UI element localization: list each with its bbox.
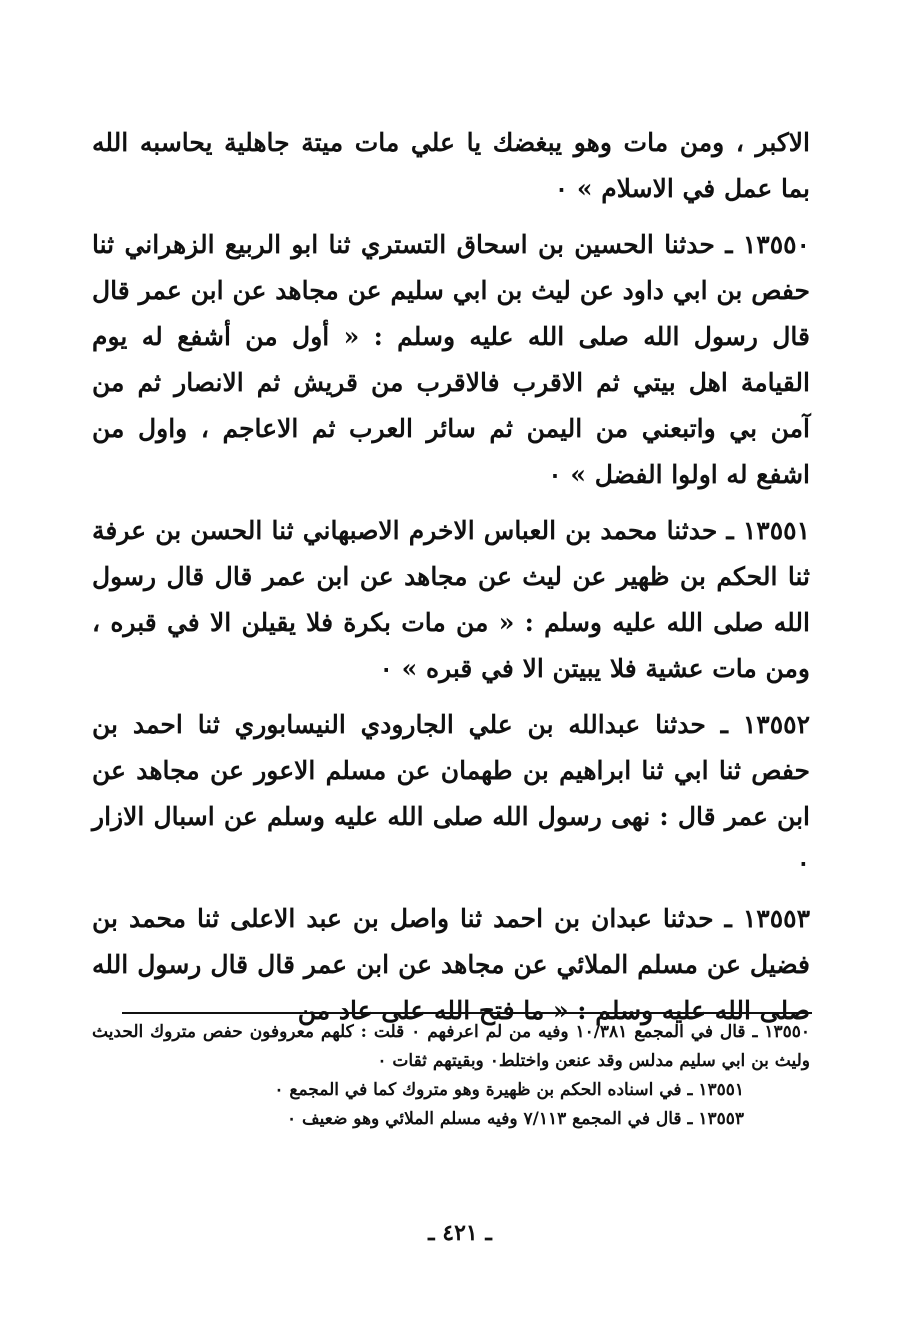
hadith-text: ـ حدثنا الحسين بن اسحاق التستري ثنا ابو الربيع الزهراني ثنا حفص بن ابي داود عن ليث بن ابي سليم عن مجاهد عن ابن عمر قال قال رسول الله صلى الله عليه وسلم : « أول من أشفع له يوم القيامة اهل بيتي ثم الاقرب فالاقرب من قريش ثم الانصار ثم من آمن بي واتبعني من اليمن ثم سائر العرب ثم الاعاجم ، واول من اشفع له اولوا الفضل » ٠	[92, 230, 810, 489]
hadith-number: ١٣٥٥٠	[742, 230, 810, 259]
hadith-number: ١٣٥٥٢	[742, 710, 810, 739]
hadith-13551	[92, 508, 810, 692]
footnote-13553: ١٣٥٥٣ ـ قال في المجمع ٧/١١٣ وفيه مسلم الملائي وهو ضعيف ٠	[286, 1109, 744, 1129]
hadith-text: ـ حدثنا محمد بن العباس الاخرم الاصبهاني ثنا الحسن بن عرفة ثنا الحكم بن ظهير عن ليث عن مجاهد عن ابن عمر قال قال رسول الله صلى الله عليه وسلم : « من مات بكرة فلا يقيلن الا في قبره ، ومن مات عشية فلا يبيتن الا في قبره » ٠	[92, 516, 810, 683]
hadith-number: ١٣٥٥١	[742, 516, 810, 545]
page-number: ـ ٤٢١ ـ	[428, 1220, 492, 1246]
hadith-number: ١٣٥٥٣	[742, 904, 810, 933]
hadith-text: ـ حدثنا عبدان بن احمد ثنا واصل بن عبد الاعلى ثنا محمد بن فضيل عن مسلم الملائي عن مجاهد عن ابن عمر قال قال رسول الله صلى الله عليه وسلم : « ما فتح الله على عاد من	[92, 904, 810, 1025]
footnote-13550: ١٣٥٥٠ ـ قال في المجمع ١٠/٣٨١ وفيه من لم اعرفهم ٠ قلت : كلهم معروفون حفص متروك الحديث وليث بن ابي سليم مدلس وقد عنعن واختلط٠ وبقيتهم ثقات ٠	[92, 1022, 810, 1071]
hadith-13550	[92, 222, 810, 498]
footnote-13551: ١٣٥٥١ ـ في اسناده الحكم بن ظهيرة وهو متروك كما في المجمع ٠	[274, 1080, 744, 1100]
hadith-text: ـ حدثنا عبدالله بن علي الجارودي النيسابوري ثنا احمد بن حفص ثنا ابي ثنا ابراهيم بن طهمان عن مسلم الاعور عن مجاهد عن ابن عمر قال : نهى رسول الله صلى الله عليه وسلم عن اسبال الازار ٠	[92, 710, 810, 877]
paragraph-continuation	[92, 120, 810, 212]
footnote-divider	[122, 1012, 812, 1014]
footnotes	[92, 1018, 810, 1134]
paragraph-text: الاكبر ، ومن مات وهو يبغضك يا علي مات ميتة جاهلية يحاسبه الله بما عمل في الاسلام » ٠	[92, 128, 810, 203]
main-text	[92, 120, 810, 1044]
hadith-13552	[92, 702, 810, 886]
